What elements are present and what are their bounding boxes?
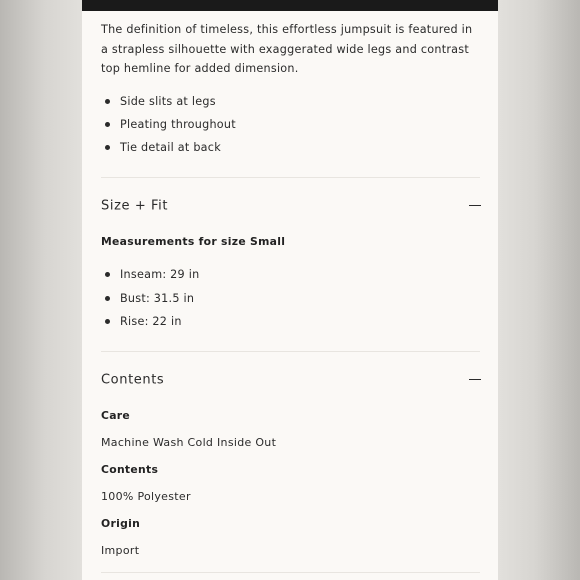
top-bar bbox=[82, 0, 498, 11]
size-fit-header[interactable] bbox=[101, 178, 481, 234]
left-background bbox=[0, 0, 82, 580]
feature-item: Side slits at legs bbox=[101, 90, 481, 113]
measurement-item: Inseam: 29 in bbox=[101, 263, 481, 286]
measurements-list bbox=[101, 263, 481, 333]
contents-header[interactable] bbox=[101, 352, 481, 408]
measurement-item: Rise: 22 in bbox=[101, 310, 481, 333]
minus-icon[interactable] bbox=[469, 374, 481, 386]
origin-label: Origin bbox=[101, 517, 141, 531]
product-description: The definition of timeless, this effortless jumpsuit is featured in a strapless silhouette with exaggerated wide legs and contrast top hemline for added dimension. bbox=[101, 23, 473, 75]
care-value: Machine Wash Cold Inside Out bbox=[101, 436, 277, 450]
contents-value: 100% Polyester bbox=[101, 490, 191, 504]
size-fit-title: Size + Fit bbox=[101, 198, 169, 214]
product-details-content bbox=[101, 11, 481, 573]
contents-label: Contents bbox=[101, 463, 159, 477]
right-background bbox=[498, 0, 580, 580]
divider bbox=[101, 572, 480, 573]
contents-title: Contents bbox=[101, 372, 165, 388]
origin-value: Import bbox=[101, 544, 140, 558]
minus-icon[interactable] bbox=[469, 200, 481, 212]
measurements-heading: Measurements for size Small bbox=[101, 235, 286, 249]
feature-list bbox=[101, 90, 481, 160]
feature-item: Tie detail at back bbox=[101, 136, 481, 159]
care-label: Care bbox=[101, 409, 131, 423]
measurement-item: Bust: 31.5 in bbox=[101, 287, 481, 310]
feature-item: Pleating throughout bbox=[101, 113, 481, 136]
product-details-panel bbox=[82, 0, 498, 580]
